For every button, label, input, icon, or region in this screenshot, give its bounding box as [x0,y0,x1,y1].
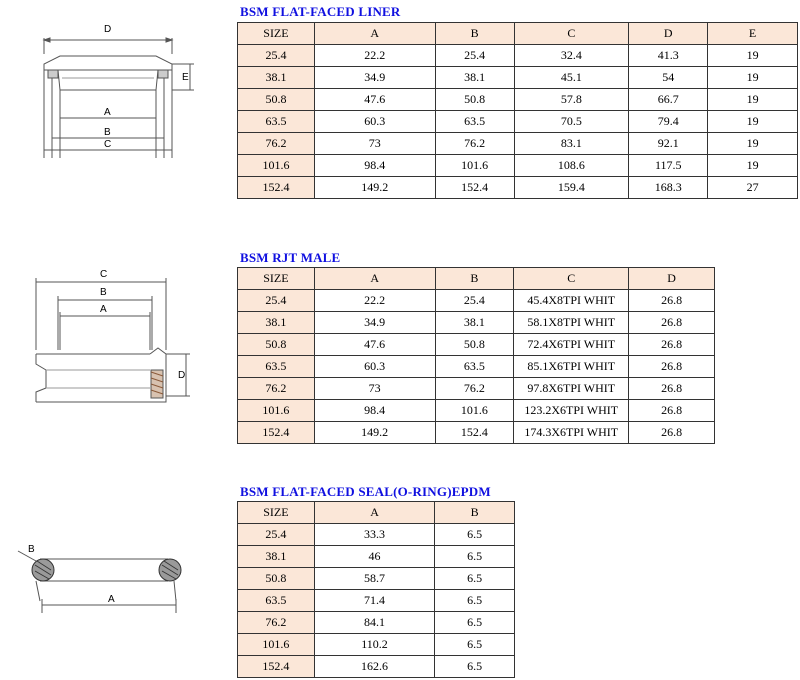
value-cell: 26.8 [629,378,715,400]
size-cell: 38.1 [238,312,315,334]
table-row [238,568,515,590]
value-cell: 54 [629,67,708,89]
value-cell: 27 [708,177,798,199]
size-cell: 76.2 [238,378,315,400]
value-cell: 84.1 [314,612,435,634]
table-row [238,612,515,634]
value-cell: 22.2 [314,45,435,67]
value-cell: 26.8 [629,290,715,312]
value-cell: 6.5 [435,590,515,612]
value-cell: 58.1X8TPI WHIT [514,312,629,334]
table-header-row [238,502,515,524]
rjt-dim-b: B [100,287,107,298]
value-cell: 60.3 [314,111,435,133]
size-cell: 25.4 [238,45,315,67]
value-cell: 41.3 [629,45,708,67]
value-cell: 92.1 [629,133,708,155]
value-cell: 26.8 [629,356,715,378]
size-cell: 63.5 [238,356,315,378]
value-cell: 34.9 [314,312,435,334]
value-cell: 45.4X8TPI WHIT [514,290,629,312]
table-row [238,89,798,111]
header-cell: A [314,502,435,524]
value-cell: 50.8 [435,89,514,111]
liner-dim-e: E [182,72,189,83]
table-row [238,524,515,546]
value-cell: 101.6 [435,155,514,177]
size-cell: 101.6 [238,155,315,177]
value-cell: 149.2 [314,422,435,444]
size-cell: 76.2 [238,612,315,634]
value-cell: 19 [708,111,798,133]
header-cell: A [314,23,435,45]
header-cell: B [435,23,514,45]
value-cell: 6.5 [435,656,515,678]
rjt-drawing [30,260,200,410]
table-row [238,422,715,444]
value-cell: 79.4 [629,111,708,133]
table-row [238,312,715,334]
value-cell: 19 [708,155,798,177]
value-cell: 6.5 [435,612,515,634]
table-row [238,656,515,678]
rjt-dim-d: D [178,370,186,381]
table-row [238,634,515,656]
value-cell: 22.2 [314,290,435,312]
value-cell: 34.9 [314,67,435,89]
size-cell: 101.6 [238,400,315,422]
value-cell: 57.8 [514,89,629,111]
header-cell: SIZE [238,23,315,45]
table-row [238,111,798,133]
rjt-dim-c: C [100,269,108,280]
value-cell: 19 [708,89,798,111]
value-cell: 63.5 [435,356,514,378]
table-header-row [238,268,715,290]
header-cell: SIZE [238,502,315,524]
value-cell: 58.7 [314,568,435,590]
table-row [238,290,715,312]
value-cell: 25.4 [435,45,514,67]
liner-drawing [30,18,200,168]
table-row [238,45,798,67]
value-cell: 6.5 [435,634,515,656]
value-cell: 76.2 [435,378,514,400]
value-cell: 117.5 [629,155,708,177]
header-cell: SIZE [238,268,315,290]
size-cell: 76.2 [238,133,315,155]
value-cell: 149.2 [314,177,435,199]
table-row [238,400,715,422]
value-cell: 25.4 [435,290,514,312]
value-cell: 123.2X6TPI WHIT [514,400,629,422]
value-cell: 47.6 [314,334,435,356]
value-cell: 26.8 [629,422,715,444]
seal-dim-b: B [28,544,35,555]
value-cell: 76.2 [435,133,514,155]
value-cell: 70.5 [514,111,629,133]
value-cell: 26.8 [629,334,715,356]
header-cell: D [629,268,715,290]
value-cell: 63.5 [435,111,514,133]
seal-table [237,501,515,678]
size-cell: 25.4 [238,290,315,312]
value-cell: 72.4X6TPI WHIT [514,334,629,356]
table-row [238,177,798,199]
size-cell: 152.4 [238,656,315,678]
size-cell: 50.8 [238,334,315,356]
value-cell: 83.1 [514,133,629,155]
liner-table [237,22,798,199]
liner-dim-a: A [104,107,111,118]
size-cell: 50.8 [238,89,315,111]
table-row [238,546,515,568]
value-cell: 71.4 [314,590,435,612]
value-cell: 47.6 [314,89,435,111]
value-cell: 98.4 [314,400,435,422]
liner-dim-b: B [104,127,111,138]
header-cell: C [514,268,629,290]
size-cell: 63.5 [238,590,315,612]
value-cell: 32.4 [514,45,629,67]
value-cell: 6.5 [435,546,515,568]
value-cell: 38.1 [435,67,514,89]
value-cell: 19 [708,45,798,67]
value-cell: 45.1 [514,67,629,89]
liner-title: BSM FLAT-FACED LINER [240,4,401,19]
table-row [238,356,715,378]
header-cell: A [314,268,435,290]
table-row [238,590,515,612]
liner-dim-d: D [104,24,112,35]
header-cell: B [435,268,514,290]
value-cell: 159.4 [514,177,629,199]
rjt-table [237,267,715,444]
value-cell: 152.4 [435,177,514,199]
seal-dim-a: A [108,594,115,605]
value-cell: 97.8X6TPI WHIT [514,378,629,400]
size-cell: 25.4 [238,524,315,546]
rjt-title: BSM RJT MALE [240,250,341,265]
size-cell: 152.4 [238,177,315,199]
table-row [238,155,798,177]
value-cell: 168.3 [629,177,708,199]
size-cell: 38.1 [238,67,315,89]
value-cell: 38.1 [435,312,514,334]
value-cell: 85.1X6TPI WHIT [514,356,629,378]
value-cell: 66.7 [629,89,708,111]
size-cell: 101.6 [238,634,315,656]
value-cell: 98.4 [314,155,435,177]
value-cell: 101.6 [435,400,514,422]
value-cell: 26.8 [629,400,715,422]
value-cell: 19 [708,133,798,155]
size-cell: 152.4 [238,422,315,444]
value-cell: 46 [314,546,435,568]
header-cell: C [514,23,629,45]
value-cell: 174.3X6TPI WHIT [514,422,629,444]
header-cell: B [435,502,515,524]
value-cell: 6.5 [435,524,515,546]
table-row [238,67,798,89]
size-cell: 63.5 [238,111,315,133]
value-cell: 162.6 [314,656,435,678]
table-header-row [238,23,798,45]
size-cell: 38.1 [238,546,315,568]
liner-dim-c: C [104,139,112,150]
header-cell: D [629,23,708,45]
value-cell: 152.4 [435,422,514,444]
seal-title: BSM FLAT-FACED SEAL(O-RING)EPDM [240,484,491,499]
rjt-dim-a: A [100,304,107,315]
seal-drawing [10,535,200,625]
size-cell: 50.8 [238,568,315,590]
value-cell: 60.3 [314,356,435,378]
value-cell: 26.8 [629,312,715,334]
value-cell: 108.6 [514,155,629,177]
value-cell: 50.8 [435,334,514,356]
header-cell: E [708,23,798,45]
table-row [238,334,715,356]
value-cell: 110.2 [314,634,435,656]
table-row [238,133,798,155]
table-row [238,378,715,400]
value-cell: 33.3 [314,524,435,546]
value-cell: 73 [314,133,435,155]
value-cell: 6.5 [435,568,515,590]
value-cell: 19 [708,67,798,89]
value-cell: 73 [314,378,435,400]
